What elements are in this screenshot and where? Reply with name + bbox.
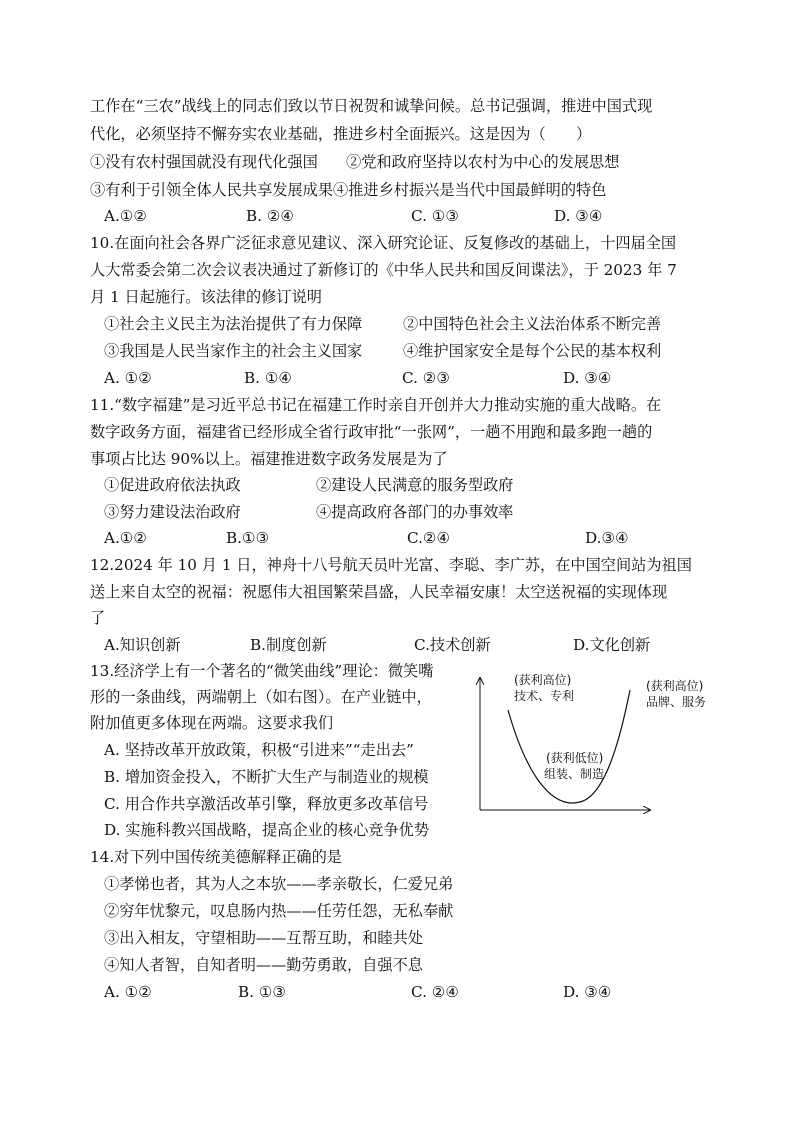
q12-option-d: D.文化创新	[573, 636, 651, 654]
q9-line2: 代化，必须坚持不懈夯实农业基础，推进乡村全面振兴。这是因为（ ）	[90, 125, 592, 143]
q14-statement-2: ②穷年忧黎元，叹息肠内热——任劳任怨，无私奉献	[104, 902, 454, 920]
q11-statement-2: ②建设人民满意的服务型政府	[316, 476, 514, 494]
q14-line1: 14.对下列中国传统美德解释正确的是	[90, 848, 342, 866]
q9-option-b: B. ②④	[246, 207, 295, 225]
q12-line1: 12.2024 年 10 月 1 日，神舟十八号航天员叶光富、李聪、李广苏，在中国空间站为祖国	[90, 556, 692, 574]
smile-curve	[508, 690, 630, 803]
q12-line3: 了	[90, 609, 106, 627]
q11-line3: 事项占比达 90%以上。福建推进数字政务发展是为了	[90, 450, 448, 468]
q14-option-b: B. ①③	[238, 983, 287, 1001]
q13-option-a: A. 坚持改革开放政策，积极“引进来”“走出去”	[104, 741, 414, 759]
right-high-items: 品牌、服务	[646, 695, 707, 709]
q14-statement-3: ③出入相友，守望相助——互帮互助，和睦共处	[104, 929, 423, 947]
q11-option-b: B.①③	[226, 529, 270, 547]
q14-option-d: D. ③④	[563, 983, 612, 1001]
q12-option-c: C.技术创新	[414, 636, 491, 654]
q13-line1: 13.经济学上有一个著名的“微笑曲线”理论：微笑嘴	[90, 662, 434, 680]
q10-line1: 10.在面向社会各界广泛征求意见建议、深入研究论证、反复修改的基础上，十四届全国	[90, 234, 677, 252]
q11-statement-3: ③努力建设法治政府	[104, 503, 241, 521]
right-high-label: (获利高位)	[646, 679, 704, 693]
q11-option-a: A.①②	[104, 529, 148, 547]
q10-option-b: B. ①④	[244, 369, 293, 387]
q13-line3: 附加值更多体现在两端。这要求我们	[90, 714, 333, 732]
q11-option-c: C.②④	[407, 529, 451, 547]
q9-option-d: D. ③④	[554, 207, 603, 225]
q12-line2: 送上来自太空的祝福：祝愿伟大祖国繁荣昌盛，人民幸福安康！太空送祝福的实现体现	[90, 583, 668, 601]
q10-option-d: D. ③④	[563, 369, 612, 387]
q9-statement-1: ①没有农村强国就没有现代化强国	[90, 153, 318, 171]
q10-option-c: C. ②③	[402, 369, 450, 387]
q9-line1: 工作在“三农”战线上的同志们致以节日祝贺和诚挚问候。总书记强调，推进中国式现	[90, 97, 653, 115]
q9-statement-3-4: ③有利于引领全体人民共享发展成果④推进乡村振兴是当代中国最鲜明的特色	[90, 181, 607, 199]
q10-line3: 月 1 日起施行。该法律的修订说明	[90, 288, 322, 306]
q11-option-d: D.③④	[585, 529, 629, 547]
q9-option-a: A.①②	[104, 207, 148, 225]
q14-statement-1: ①孝悌也者，其为人之本欤——孝亲敬长，仁爱兄弟	[104, 875, 454, 893]
q13-option-d: D. 实施科教兴国战略，提高企业的核心竞争优势	[104, 821, 430, 839]
q10-statement-1: ①社会主义民主为法治提供了有力保障	[104, 315, 363, 333]
q10-statement-2: ②中国特色社会主义法治体系不断完善	[403, 315, 662, 333]
q13-line2: 形的一条曲线，两端朝上（如右图）。在产业链中，	[90, 688, 432, 706]
mid-low-items: 组装、制造	[544, 767, 605, 781]
q12-option-b: B.制度创新	[250, 636, 327, 654]
q13-option-c: C. 用合作共享激活改革引擎，释放更多改革信号	[104, 795, 429, 813]
smile-curve-figure	[470, 670, 720, 820]
left-high-items: 技术、专利	[514, 689, 575, 703]
q11-line2: 数字政务方面，福建省已经形成全省行政审批“一张网”，一趟不用跑和最多跑一趟的	[90, 423, 653, 441]
q10-option-a: A. ①②	[104, 369, 152, 387]
q12-option-a: A.知识创新	[104, 636, 181, 654]
q11-line1: 11.“数字福建”是习近平总书记在福建工作时亲自开创并大力推动实施的重大战略。在	[90, 396, 662, 414]
q11-statement-4: ④提高政府各部门的办事效率	[316, 503, 514, 521]
left-high-label: (获利高位)	[514, 673, 572, 687]
q14-option-c: C. ②④	[411, 983, 459, 1001]
q14-option-a: A. ①②	[104, 983, 152, 1001]
q13-option-b: B. 增加资金投入，不断扩大生产与制造业的规模	[104, 768, 429, 786]
mid-low-label: (获利低位)	[546, 751, 604, 765]
q9-option-c: C. ①③	[411, 207, 459, 225]
q10-line2: 人大常委会第二次会议表决通过了新修订的《中华人民共和国反间谍法》，于 2023 年 7	[90, 261, 677, 279]
q11-statement-1: ①促进政府依法执政	[104, 476, 241, 494]
q10-statement-4: ④维护国家安全是每个公民的基本权利	[403, 342, 662, 360]
q14-statement-4: ④知人者智，自知者明——勤劳勇敢，自强不息	[104, 956, 423, 974]
q10-statement-3: ③我国是人民当家作主的社会主义国家	[104, 342, 363, 360]
q9-statement-2: ②党和政府坚持以农村为中心的发展思想	[346, 153, 620, 171]
